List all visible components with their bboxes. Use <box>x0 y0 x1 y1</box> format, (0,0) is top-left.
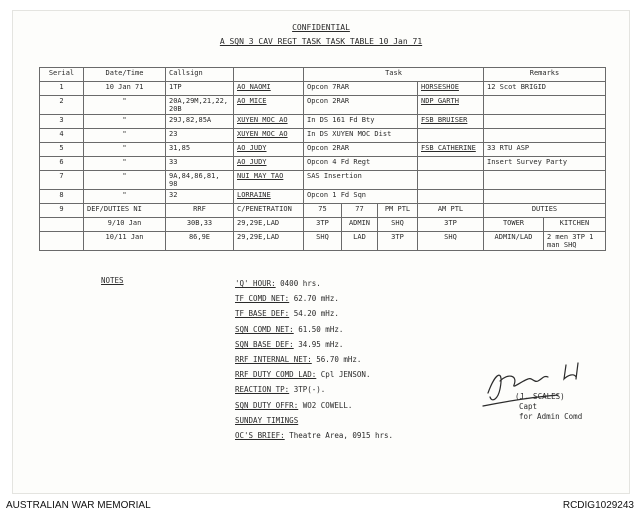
row-location <box>418 129 484 143</box>
row-area: LORRAINE <box>234 190 304 204</box>
note-line <box>235 291 393 306</box>
row-callsign: 9A,84,86,81, 98 <box>166 171 234 190</box>
row-date: " <box>84 115 166 129</box>
note-line <box>235 276 393 291</box>
duties-row-77: ADMIN <box>342 218 378 232</box>
table-row <box>40 82 606 96</box>
row-remarks <box>484 129 606 143</box>
row-serial: 7 <box>40 171 84 190</box>
note-line <box>235 398 393 413</box>
note-label: OC'S BRIEF: <box>235 431 285 441</box>
row-date: " <box>84 171 166 190</box>
row-task: In DS XUYEN MOC Dist <box>304 129 418 143</box>
note-label: SQN BASE DEF: <box>235 339 294 349</box>
row-remarks: 33 RTU ASP <box>484 143 606 157</box>
row-location <box>418 190 484 204</box>
row-task: Opcon 2RAR <box>304 143 418 157</box>
row-callsign: 32 <box>166 190 234 204</box>
note-value: 56.70 mHz. <box>311 355 362 365</box>
table-row <box>40 157 606 171</box>
row-area: NUI MAY TAO <box>234 171 304 190</box>
duties-row-77: LAD <box>342 232 378 251</box>
header-date: Date/Time <box>84 68 166 82</box>
note-label: TF COMD NET: <box>235 294 290 304</box>
notes-heading: NOTES <box>101 276 124 285</box>
duties-row-rrf: 30B,33 <box>166 218 234 232</box>
duties-row-serial <box>40 218 84 232</box>
duties-row-rrf: 86,9E <box>166 232 234 251</box>
row-callsign: 20A,29M,21,22, 20B <box>166 96 234 115</box>
row-area: AO JUDY <box>234 157 304 171</box>
duties-row <box>40 232 606 251</box>
duties-row-pm: 3TP <box>378 232 418 251</box>
row-area: XUYEN MOC AO <box>234 129 304 143</box>
duties-am: AM PTL <box>418 204 484 218</box>
row-area: AO NAOMI <box>234 82 304 96</box>
note-line <box>235 352 393 367</box>
row-area: AO MICE <box>234 96 304 115</box>
row-serial: 1 <box>40 82 84 96</box>
duties-serial: 9 <box>40 204 84 218</box>
duties-row-date: 9/10 Jan <box>84 218 166 232</box>
note-value: 62.70 mHz. <box>289 294 339 304</box>
note-line <box>235 306 393 321</box>
duties-pm: PM PTL <box>378 204 418 218</box>
row-task: Opcon 7RAR <box>304 82 418 96</box>
duties-row-am: 3TP <box>418 218 484 232</box>
duties-row <box>40 218 606 232</box>
header-serial: Serial <box>40 68 84 82</box>
row-task: Opcon 4 Fd Regt <box>304 157 418 171</box>
duties-row-serial <box>40 232 84 251</box>
row-date: " <box>84 129 166 143</box>
table-row <box>40 129 606 143</box>
table-row <box>40 171 606 190</box>
duties-header-row <box>40 204 606 218</box>
note-line <box>235 413 393 428</box>
duties-tower-label: TOWER <box>484 218 544 232</box>
document-page <box>12 10 630 494</box>
note-value: 0400 hrs. <box>275 279 321 288</box>
row-area: AO JUDY <box>234 143 304 157</box>
note-label: SUNDAY TIMINGS <box>235 415 299 425</box>
row-callsign: 31,85 <box>166 143 234 157</box>
footer-source: AUSTRALIAN WAR MEMORIAL <box>6 500 151 511</box>
duties-row-cpen: 29,29E,LAD <box>234 218 304 232</box>
table-row <box>40 115 606 129</box>
row-task: In DS 161 Fd Bty <box>304 115 418 129</box>
duties-duties: DUTIES <box>484 204 606 218</box>
table-row <box>40 190 606 204</box>
row-serial: 6 <box>40 157 84 171</box>
row-date: " <box>84 157 166 171</box>
note-value: WO2 COWELL. <box>298 400 353 410</box>
row-callsign: 29J,82,85A <box>166 115 234 129</box>
row-location <box>418 157 484 171</box>
row-callsign: 23 <box>166 129 234 143</box>
footer-id: RCDIG1029243 <box>562 500 634 511</box>
row-date: " <box>84 190 166 204</box>
row-serial: 4 <box>40 129 84 143</box>
note-value: Theatre Area, 0915 hrs. <box>284 431 394 441</box>
row-serial: 5 <box>40 143 84 157</box>
note-value: 54.20 mHz. <box>289 309 339 319</box>
row-serial: 8 <box>40 190 84 204</box>
notes-list <box>235 276 393 443</box>
row-serial: 2 <box>40 96 84 115</box>
note-label: REACTION TP: <box>235 385 290 395</box>
duties-row-tower: ADMIN/LAD <box>484 232 544 251</box>
row-serial: 3 <box>40 115 84 129</box>
signatory-role: for Admin Comd <box>519 412 583 421</box>
table-row <box>40 143 606 157</box>
signatory-name: (J. SCALES) <box>515 392 565 401</box>
header-task: Task <box>304 68 484 82</box>
note-label: SQN COMD NET: <box>235 324 294 334</box>
signature-block <box>515 392 582 422</box>
duties-row-date: 10/11 Jan <box>84 232 166 251</box>
note-value: Cpl JENSON. <box>316 370 371 380</box>
row-remarks <box>484 115 606 129</box>
row-location: HORSESHOE <box>418 82 484 96</box>
duties-row-kitchen: 2 men 3TP 1 man SHQ <box>544 232 606 251</box>
row-location: FSB CATHERINE <box>418 143 484 157</box>
note-label: RRF DUTY COMD LAD: <box>235 370 317 380</box>
row-remarks <box>484 96 606 115</box>
header-callsign: Callsign <box>166 68 234 82</box>
header-remarks: Remarks <box>484 68 606 82</box>
note-line <box>235 428 393 443</box>
note-line <box>235 382 393 397</box>
row-location <box>418 171 484 190</box>
note-line <box>235 367 393 382</box>
row-callsign: 1TP <box>166 82 234 96</box>
table-row <box>40 96 606 115</box>
duties-row-pm: SHQ <box>378 218 418 232</box>
row-task: SAS Insertion <box>304 171 418 190</box>
note-label: RRF INTERNAL NET: <box>235 355 312 365</box>
row-callsign: 33 <box>166 157 234 171</box>
row-date: " <box>84 143 166 157</box>
task-table <box>39 67 606 251</box>
duties-77: 77 <box>342 204 378 218</box>
row-task: Opcon 2RAR <box>304 96 418 115</box>
signatory-rank: Capt <box>519 402 538 411</box>
row-remarks: Insert Survey Party <box>484 157 606 171</box>
table-header-row <box>40 68 606 82</box>
classification-label: CONFIDENTIAL <box>292 23 350 32</box>
row-remarks <box>484 190 606 204</box>
duties-row-am: SHQ <box>418 232 484 251</box>
note-label: TF BASE DEF: <box>235 309 290 319</box>
duties-75: 75 <box>304 204 342 218</box>
note-value: 61.50 mHz. <box>293 324 344 334</box>
header-blank <box>234 68 304 82</box>
document-title: A SQN 3 CAV REGT TASK TASK TABLE 10 Jan 71 <box>219 37 423 46</box>
note-value: 3TP(-). <box>289 385 326 395</box>
row-location: NDP GARTH <box>418 96 484 115</box>
row-location: FSB BRUISER <box>418 115 484 129</box>
duties-row-75: SHQ <box>304 232 342 251</box>
duties-row-75: 3TP <box>304 218 342 232</box>
duties-row-cpen: 29,29E,LAD <box>234 232 304 251</box>
row-task: Opcon 1 Fd Sqn <box>304 190 418 204</box>
duties-cpen: C/PENETRATION <box>234 204 304 218</box>
row-date: 10 Jan 71 <box>84 82 166 96</box>
row-remarks: 12 Scot BRIGID <box>484 82 606 96</box>
duties-def: DEF/DUTIES NI <box>84 204 166 218</box>
note-label: 'Q' HOUR: <box>235 279 276 288</box>
note-value: 34.95 mHz. <box>293 339 344 349</box>
duties-kitchen-label: KITCHEN <box>544 218 606 232</box>
note-line <box>235 322 393 337</box>
note-label: SQN DUTY OFFR: <box>235 400 299 410</box>
note-line <box>235 337 393 352</box>
row-remarks <box>484 171 606 190</box>
duties-rrf: RRF <box>166 204 234 218</box>
row-area: XUYEN MOC AO <box>234 115 304 129</box>
row-date: " <box>84 96 166 115</box>
